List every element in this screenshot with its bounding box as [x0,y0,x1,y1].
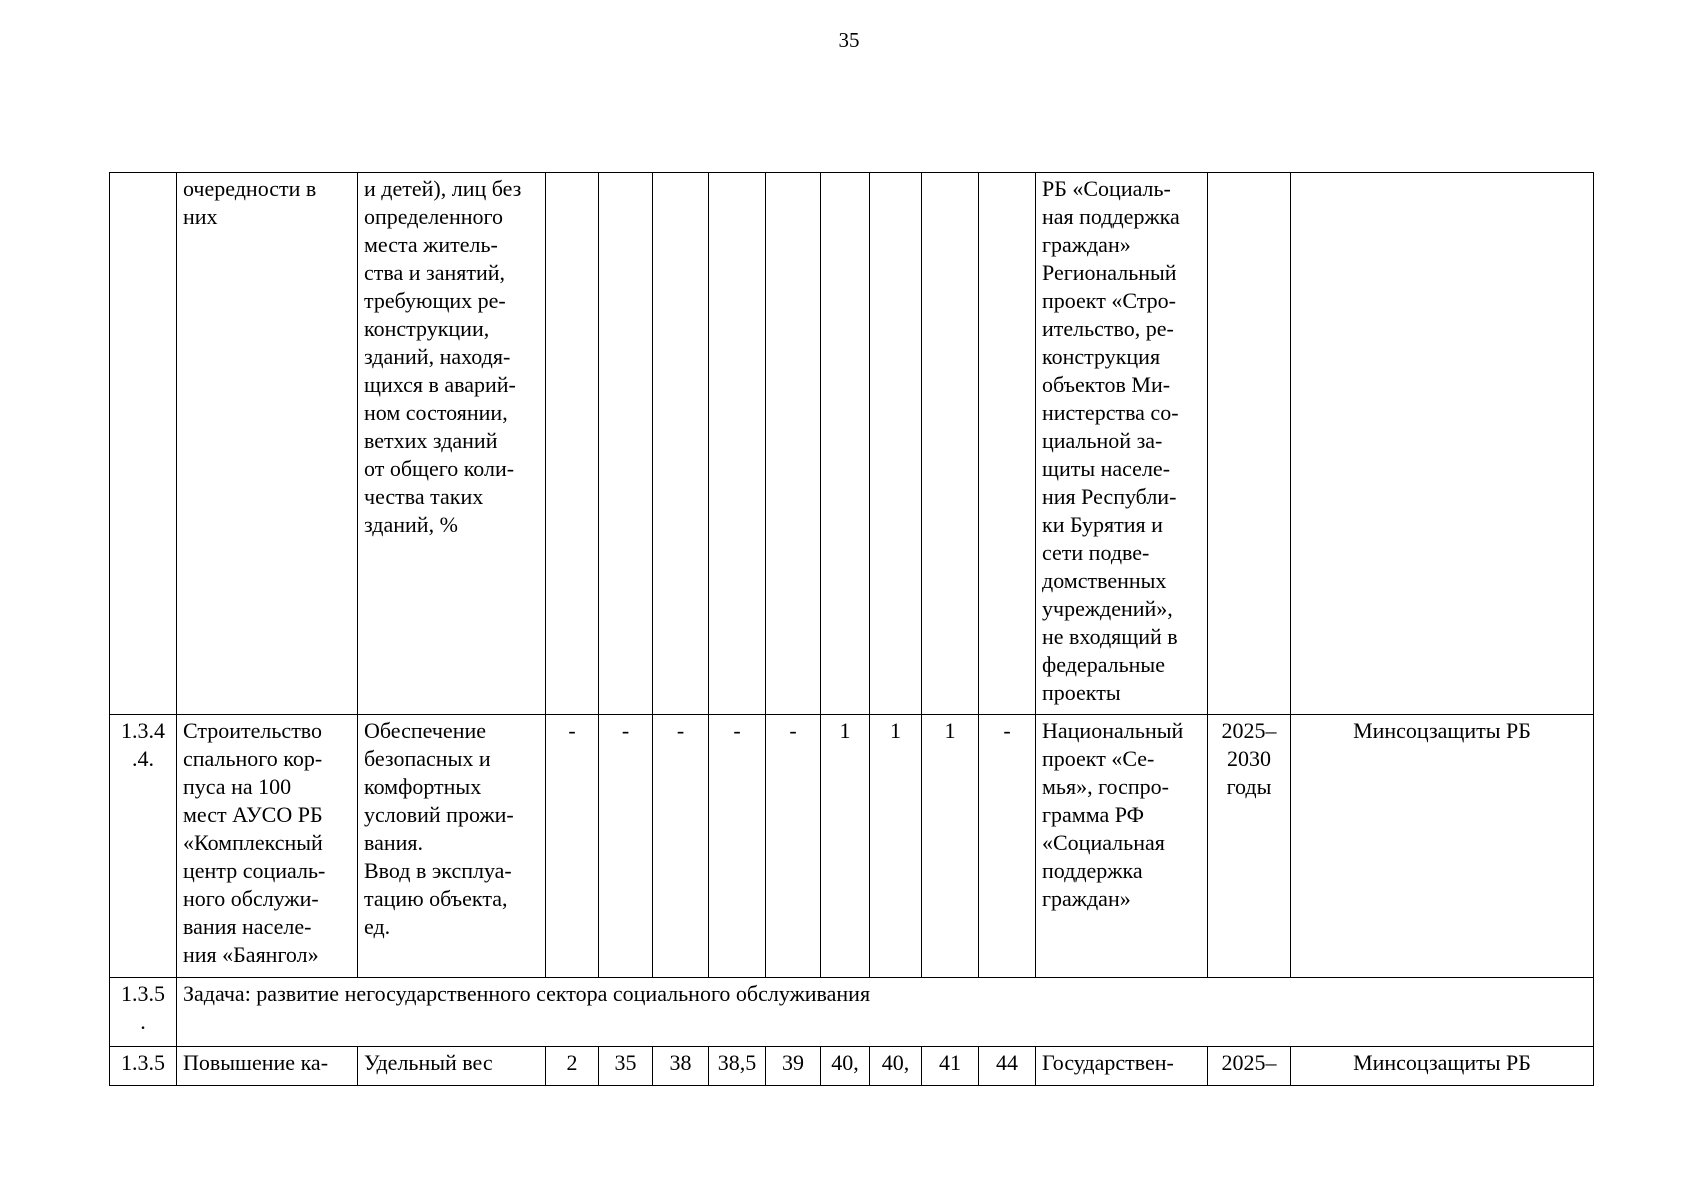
row-code: 1.3.5 [110,1047,177,1086]
table-row [110,1047,1594,1086]
task-title: Задача: развитие негосударственного сектора социального обслуживания [177,978,1594,1047]
value-cell [766,173,821,715]
value-cell: - [979,715,1036,978]
value-cell: - [653,715,709,978]
value-cell [599,173,653,715]
value-cell: - [546,715,599,978]
value-cell [709,173,766,715]
value-cell: 1 [870,715,922,978]
row-code [110,173,177,715]
event-name: Строительство спального кор- пуса на 100 мест АУСО РБ «Комплексный центр социаль- ного обслужи- вания населе- ния «Баянгол» [177,715,358,978]
executor [1291,173,1594,715]
value-cell: 2 [546,1047,599,1086]
value-cell [653,173,709,715]
value-cell [546,173,599,715]
event-name: Повышение ка- [177,1047,358,1086]
period: 2025– 2030 годы [1208,715,1291,978]
executor: Минсоцзащиты РБ [1291,715,1594,978]
program-name: Государствен- [1036,1047,1208,1086]
period: 2025– [1208,1047,1291,1086]
program-name: РБ «Социаль- ная поддержка граждан» Региональный проект «Стро- ительство, ре- конструкция объектов Ми- нистерства со- циальной за- щиты населе- ния Республи- ки Бурятия и сети подве- домственных учреждений», не входящий в федеральные проекты [1036,173,1208,715]
value-cell: 38 [653,1047,709,1086]
value-cell: - [709,715,766,978]
value-cell [821,173,870,715]
value-cell: 35 [599,1047,653,1086]
row-code: 1.3.4 .4. [110,715,177,978]
program-events-table [109,172,1594,1086]
value-cell: - [599,715,653,978]
indicator-name: Удельный вес [358,1047,546,1086]
value-cell [870,173,922,715]
executor: Минсоцзащиты РБ [1291,1047,1594,1086]
value-cell: 38,5 [709,1047,766,1086]
value-cell: 39 [766,1047,821,1086]
program-name: Национальный проект «Се- мья», госпро- грамма РФ «Социальная поддержка граждан» [1036,715,1208,978]
value-cell [979,173,1036,715]
indicator-name: Обеспечение безопасных и комфортных условий прожи- вания. Ввод в эксплуа- тацию объекта, ед. [358,715,546,978]
value-cell: 40, [870,1047,922,1086]
page-number: 35 [838,28,860,52]
value-cell: 1 [821,715,870,978]
table-row [110,173,1594,715]
period [1208,173,1291,715]
event-name: очередности в них [177,173,358,715]
value-cell: 40, [821,1047,870,1086]
table-row [110,715,1594,978]
indicator-name: и детей), лиц без определенного места житель- ства и занятий, требующих ре- конструкции, зданий, находя- щихся в аварий- ном состоянии, ветхих зданий от общего коли- чества таких зданий, % [358,173,546,715]
value-cell [922,173,979,715]
value-cell: 1 [922,715,979,978]
value-cell: - [766,715,821,978]
value-cell: 44 [979,1047,1036,1086]
row-code: 1.3.5 . [110,978,177,1047]
value-cell: 41 [922,1047,979,1086]
table-row [110,978,1594,1047]
